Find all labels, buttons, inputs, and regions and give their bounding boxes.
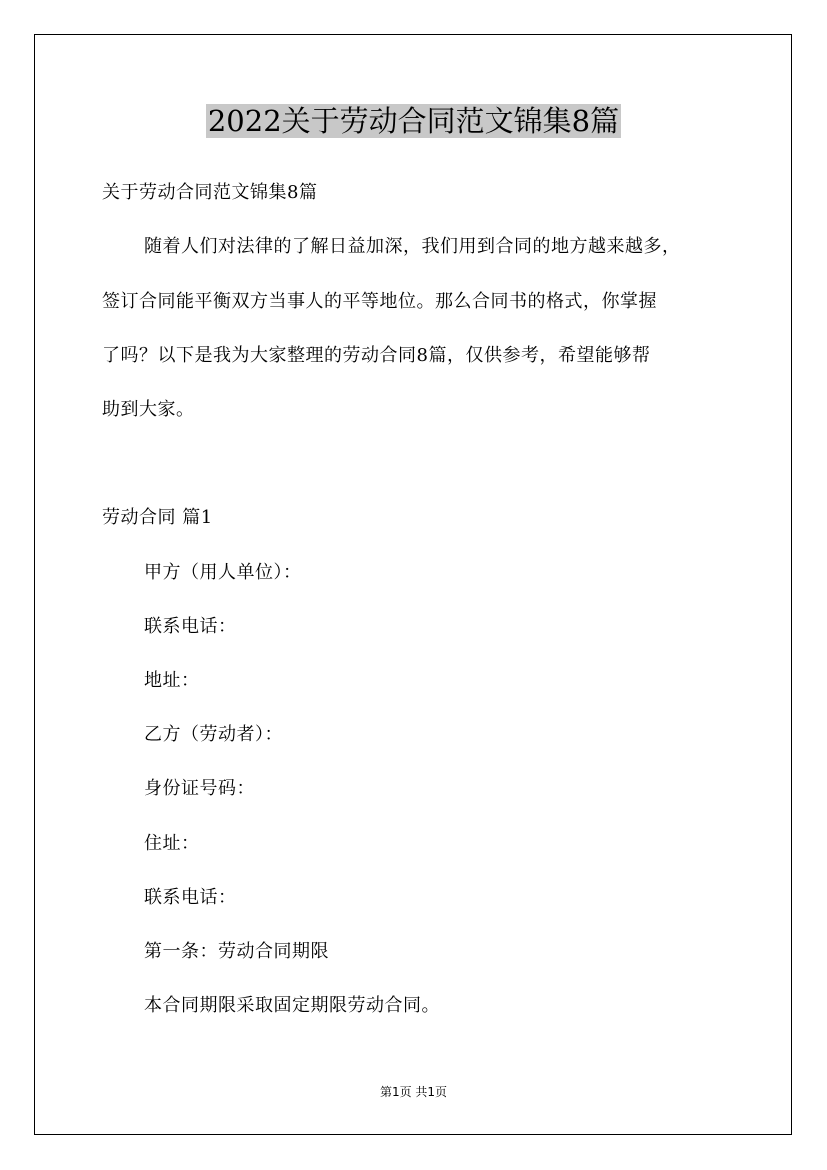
contract-line: 住址： — [144, 833, 200, 854]
contract-line: 联系电话： — [144, 887, 237, 908]
contract-line: 身份证号码： — [144, 778, 255, 799]
contract-line: 甲方（用人单位）： — [144, 562, 302, 583]
page-footer: 第1页 共1页 — [379, 1085, 448, 1099]
intro-line: 随着人们对法律的了解日益加深，我们用到合同的地方越来越多， — [144, 236, 681, 257]
document-subtitle: 关于劳动合同范文锦集8篇 — [102, 182, 318, 203]
intro-line: 助到大家。 — [102, 399, 195, 420]
intro-line: 签订合同能平衡双方当事人的平等地位。那么合同书的格式，你掌握 — [102, 291, 657, 312]
contract-line: 乙方（劳动者）： — [144, 724, 283, 745]
section-heading: 劳动合同 篇1 — [102, 507, 213, 528]
contract-line: 联系电话： — [144, 616, 237, 637]
contract-line: 地址： — [144, 670, 200, 691]
document-title — [0, 100, 827, 142]
document-title-text: 2022关于劳动合同范文锦集8篇 — [207, 104, 620, 138]
contract-line: 第一条：劳动合同期限 — [144, 941, 329, 962]
intro-line: 了吗？以下是我为大家整理的劳动合同8篇，仅供参考，希望能够帮 — [102, 345, 651, 366]
contract-line: 本合同期限采取固定期限劳动合同。 — [144, 995, 440, 1016]
